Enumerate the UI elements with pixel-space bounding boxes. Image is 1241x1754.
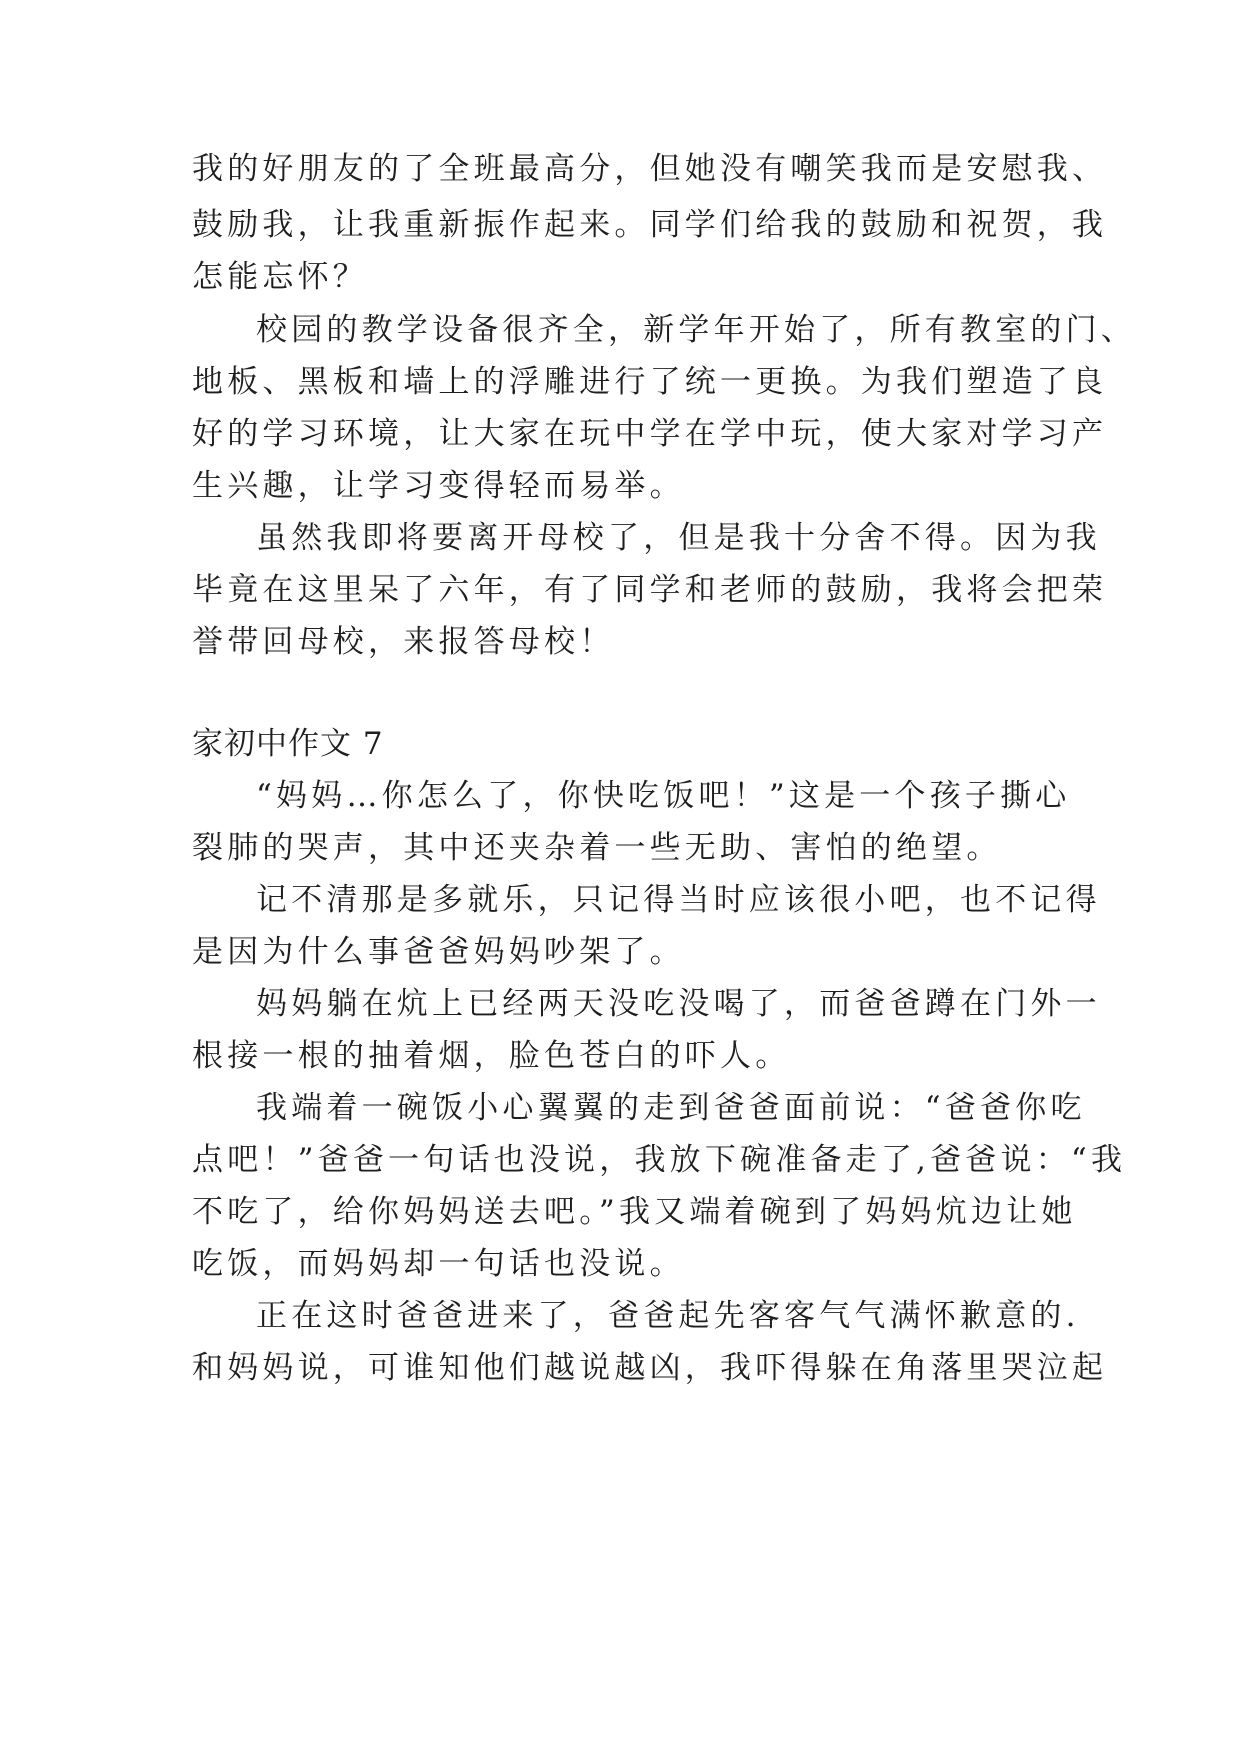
- paragraph-line: 好的学习环境，让大家在玩中学在学中玩，使大家对学习产: [192, 416, 1108, 452]
- paragraph-line: 我端着一碗饭小心翼翼的走到爸爸面前说：“爸爸你吃: [256, 1090, 1086, 1126]
- section-heading: 家初中作文 7: [192, 726, 384, 762]
- paragraph-line: 地板、黑板和墙上的浮雕进行了统一更换。为我们塑造了良: [192, 364, 1108, 400]
- paragraph-line: 怎能忘怀？: [192, 259, 368, 295]
- paragraph-line: 誉带回母校，来报答母校！: [192, 624, 615, 660]
- paragraph-line: 妈妈躺在炕上已经两天没吃没喝了，而爸爸蹲在门外一: [256, 986, 1101, 1022]
- paragraph-line: 我的好朋友的了全班最高分，但她没有嘲笑我而是安慰我、: [192, 151, 1108, 187]
- paragraph-line: “妈妈…你怎么了，你快吃饭吧！”这是一个孩子撕心: [256, 778, 1071, 814]
- paragraph-line: 不吃了，给你妈妈送去吧。”我又端着碗到了妈妈炕边让她: [192, 1194, 1077, 1230]
- paragraph-line: 鼓励我，让我重新振作起来。同学们给我的鼓励和祝贺，我: [192, 207, 1108, 243]
- paragraph-line: 是因为什么事爸爸妈妈吵架了。: [192, 934, 685, 970]
- paragraph-line: 校园的教学设备很齐全，新学年开始了，所有教室的门、: [256, 312, 1136, 348]
- paragraph-line: 记不清那是多就乐，只记得当时应该很小吧，也不记得: [256, 882, 1101, 918]
- paragraph-line: 根接一根的抽着烟，脸色苍白的吓人。: [192, 1038, 791, 1074]
- paragraph-line: 点吧！”爸爸一句话也没说，我放下碗准备走了,爸爸说：“我: [192, 1142, 1127, 1178]
- paragraph-line: 吃饭，而妈妈却一句话也没说。: [192, 1246, 685, 1282]
- paragraph-line: 正在这时爸爸进来了，爸爸起先客客气气满怀歉意的.: [256, 1298, 1080, 1334]
- paragraph-line: 和妈妈说，可谁知他们越说越凶，我吓得躲在角落里哭泣起: [192, 1350, 1108, 1386]
- paragraph-line: 裂肺的哭声，其中还夹杂着一些无助、害怕的绝望。: [192, 830, 1002, 866]
- paragraph-line: 生兴趣，让学习变得轻而易举。: [192, 468, 685, 504]
- paragraph-line: 虽然我即将要离开母校了，但是我十分舍不得。因为我: [256, 520, 1101, 556]
- paragraph-line: 毕竟在这里呆了六年，有了同学和老师的鼓励，我将会把荣: [192, 572, 1108, 608]
